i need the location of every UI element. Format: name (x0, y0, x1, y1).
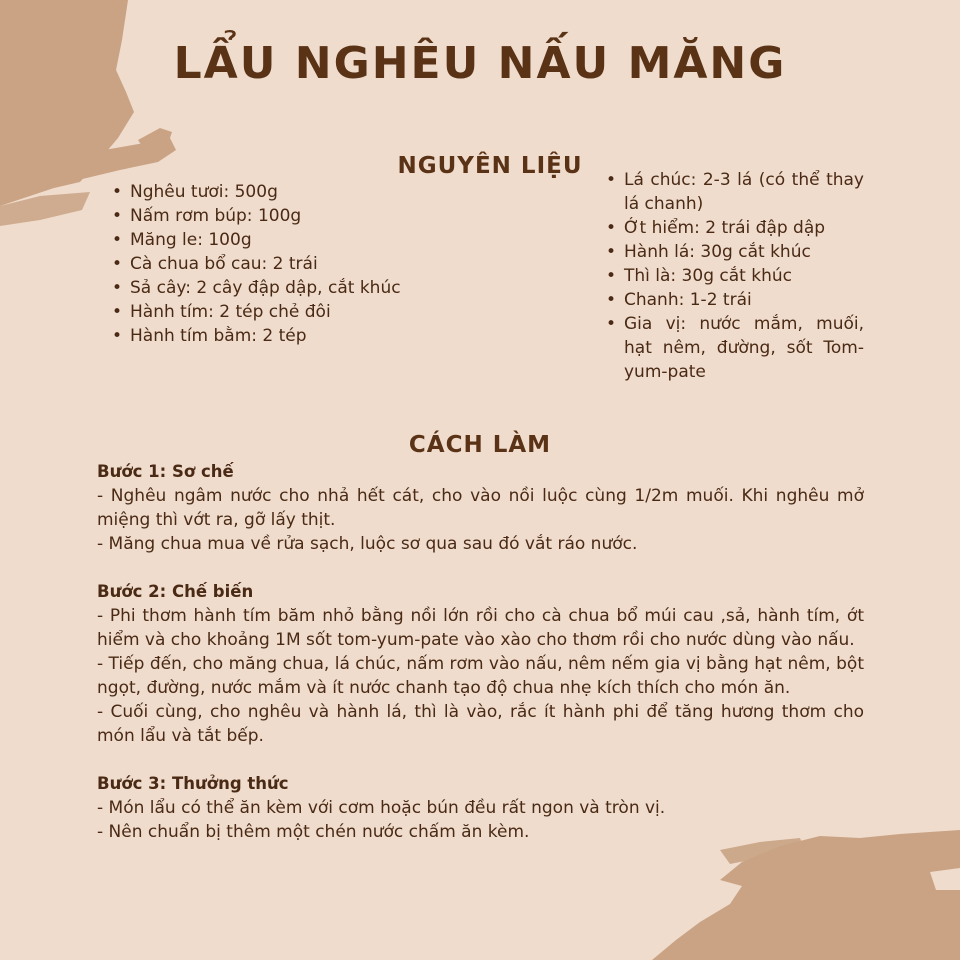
list-item: • Sả cây: 2 cây đập dập, cắt khúc (108, 276, 408, 300)
list-item: • Ớt hiểm: 2 trái đập dập (602, 216, 864, 240)
step-line: - Cuối cùng, cho nghêu và hành lá, thì là vào, rắc ít hành phi để tăng hương thơm cho món lẩu và tắt bếp. (97, 702, 864, 746)
step-title: Bước 2: Chế biến (97, 582, 254, 601)
step-line: - Nên chuẩn bị thêm một chén nước chấm ăn kèm. (97, 822, 530, 842)
list-item: • Hành tím bằm: 2 tép (108, 324, 408, 348)
step-title: Bước 1: Sơ chế (97, 462, 234, 481)
ingredients-heading: NGUYÊN LIỆU (397, 153, 583, 179)
list-item: • Hành tím: 2 tép chẻ đôi (108, 300, 408, 324)
step-3 (97, 772, 864, 844)
method-steps (97, 460, 864, 868)
list-item: • Gia vị: nước mắm, muối, hạt nêm, đường, sốt Tom-yum-pate (602, 312, 864, 384)
list-item: • Nghêu tươi: 500g (108, 180, 408, 204)
list-item: • Lá chúc: 2-3 lá (có thể thay lá chanh) (602, 168, 864, 216)
step-line: - Tiếp đến, cho măng chua, lá chúc, nấm rơm vào nấu, nêm nếm gia vị bằng hạt nêm, bột ngọt, đường, nước mắm và ít nước chanh tạo độ chua nhẹ kích thích cho món ăn. (97, 654, 864, 698)
step-1 (97, 460, 864, 556)
ingredients-list-right (602, 168, 864, 384)
step-line: - Món lẩu có thể ăn kèm với cơm hoặc bún đều rất ngon và tròn vị. (97, 798, 666, 818)
step-2 (97, 580, 864, 748)
step-title: Bước 3: Thưởng thức (97, 774, 289, 793)
step-line: - Nghêu ngâm nước cho nhả hết cát, cho vào nồi luộc cùng 1/2m muối. Khi nghêu mở miệng thì vớt ra, gỡ lấy thịt. (97, 486, 864, 530)
method-heading: CÁCH LÀM (408, 432, 552, 458)
list-item: • Thì là: 30g cắt khúc (602, 264, 864, 288)
list-item: • Cà chua bổ cau: 2 trái (108, 252, 408, 276)
list-item: • Chanh: 1-2 trái (602, 288, 864, 312)
list-item: • Nấm rơm búp: 100g (108, 204, 408, 228)
list-item: • Hành lá: 30g cắt khúc (602, 240, 864, 264)
list-item: • Măng le: 100g (108, 228, 408, 252)
ingredients-list-left (108, 180, 408, 348)
step-line: - Phi thơm hành tím băm nhỏ bằng nồi lớn rồi cho cà chua bổ múi cau ,sả, hành tím, ớt hiểm và cho khoảng 1M sốt tom-yum-pate vào xào cho thơm rồi cho nước dùng vào nấu. (97, 606, 864, 650)
recipe-title: LẨU NGHÊU NẤU MĂNG (173, 38, 787, 89)
step-line: - Măng chua mua về rửa sạch, luộc sơ qua sau đó vắt ráo nước. (97, 534, 638, 554)
